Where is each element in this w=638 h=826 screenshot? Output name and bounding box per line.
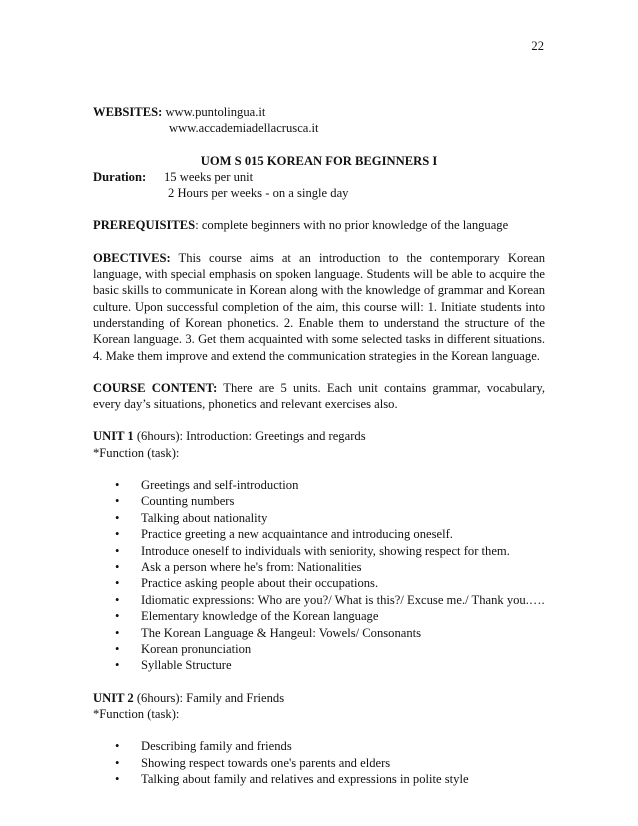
bullet-icon <box>93 510 141 526</box>
course-content-paragraph <box>93 380 545 413</box>
unit2-function: *Function (task): <box>93 707 180 722</box>
unit2-title: (6hours): Family and Friends <box>133 690 285 705</box>
website-link-puntolingua[interactable]: www.puntolingua.it <box>165 105 266 119</box>
bullet-icon <box>93 526 141 542</box>
duration-label: Duration: <box>93 169 147 184</box>
unit1-heading <box>93 428 545 461</box>
duration-hours: 2 Hours per weeks - on a single day <box>168 186 349 201</box>
bullet-icon <box>93 477 141 493</box>
bullet-icon <box>93 657 141 673</box>
unit2-task-list <box>93 738 545 787</box>
objectives-label: OBECTIVES: <box>93 250 171 265</box>
unit1-title: (6hours): Introduction: Greetings and regards <box>133 429 366 444</box>
list-item: • Describing family and friends <box>93 738 545 754</box>
website-link-accademia[interactable]: www.accademiadellacrusca.it <box>169 121 319 136</box>
list-item: • Introduce oneself to individuals with seniority, showing respect for them. <box>93 543 545 559</box>
bullet-icon <box>93 771 141 787</box>
list-item: • Elementary knowledge of the Korean language <box>93 608 545 624</box>
bullet-icon <box>93 755 141 771</box>
bullet-icon <box>93 608 141 624</box>
list-item: • Practice asking people about their occupations. <box>93 575 545 591</box>
course-title: UOM S 015 KOREAN FOR BEGINNERS I <box>200 153 438 168</box>
prerequisites-paragraph <box>93 217 545 233</box>
bullet-icon <box>93 738 141 754</box>
list-item: • Showing respect towards one's parents and elders <box>93 755 545 771</box>
list-item: • The Korean Language & Hangeul: Vowels/ Consonants <box>93 625 545 641</box>
bullet-icon <box>93 575 141 591</box>
bullet-icon <box>93 592 141 608</box>
list-item: • Syllable Structure <box>93 657 545 673</box>
objectives-paragraph <box>93 250 545 364</box>
unit1-task-list <box>93 477 545 674</box>
bullet-icon <box>93 559 141 575</box>
duration-section <box>93 169 545 202</box>
prerequisites-text: : complete beginners with no prior knowledge of the language <box>195 218 509 233</box>
bullet-icon <box>93 493 141 509</box>
page-number: 22 <box>531 39 544 53</box>
bullet-icon <box>93 641 141 657</box>
list-item: • Korean pronunciation <box>93 641 545 657</box>
unit2-heading <box>93 690 545 723</box>
list-item: • Counting numbers <box>93 493 545 509</box>
prerequisites-label: PREREQUISITES <box>93 218 196 233</box>
list-item: • Talking about nationality <box>93 510 545 526</box>
unit2-label: UNIT 2 <box>93 690 134 705</box>
course-content-label: COURSE CONTENT: <box>93 380 218 395</box>
list-item: • Ask a person where he's from: Nationalities <box>93 559 545 575</box>
list-item: • Idiomatic expressions: Who are you?/ What is this?/ Excuse me./ Thank you.…. <box>93 592 545 608</box>
objectives-text: This course aims at an introduction to the contemporary Korean language, with special emphasis on spoken language. Students will be able to acquire the basic skills to communicate in Korean along with the knowledge of grammar and Korean culture. Upon successful completion of the aim, this course will: 1. Initiate students into understanding of Korean phonetics. 2. Enable them to understand the structure of the Korean language. 3. Get them acquainted with some selected tasks in different situations. 4. Make them improve and extend the communication strategies in the Korean language. <box>93 250 545 363</box>
list-item: • Talking about family and relatives and expressions in polite style <box>93 771 545 787</box>
duration-weeks: 15 weeks per unit <box>164 169 254 184</box>
course-content-text: There are 5 units. Each unit contains grammar, vocabulary, every day’s situations, phonetics and relevant exercises also. <box>93 380 545 412</box>
websites-section <box>93 104 545 137</box>
websites-label: WEBSITES: <box>93 105 163 119</box>
unit1-label: UNIT 1 <box>93 429 134 444</box>
list-item: • Practice greeting a new acquaintance and introducing oneself. <box>93 526 545 542</box>
unit1-function: *Function (task): <box>93 445 180 460</box>
bullet-icon <box>93 625 141 641</box>
document-body <box>93 104 545 788</box>
bullet-icon <box>93 543 141 559</box>
list-item: • Greetings and self-introduction <box>93 477 545 493</box>
